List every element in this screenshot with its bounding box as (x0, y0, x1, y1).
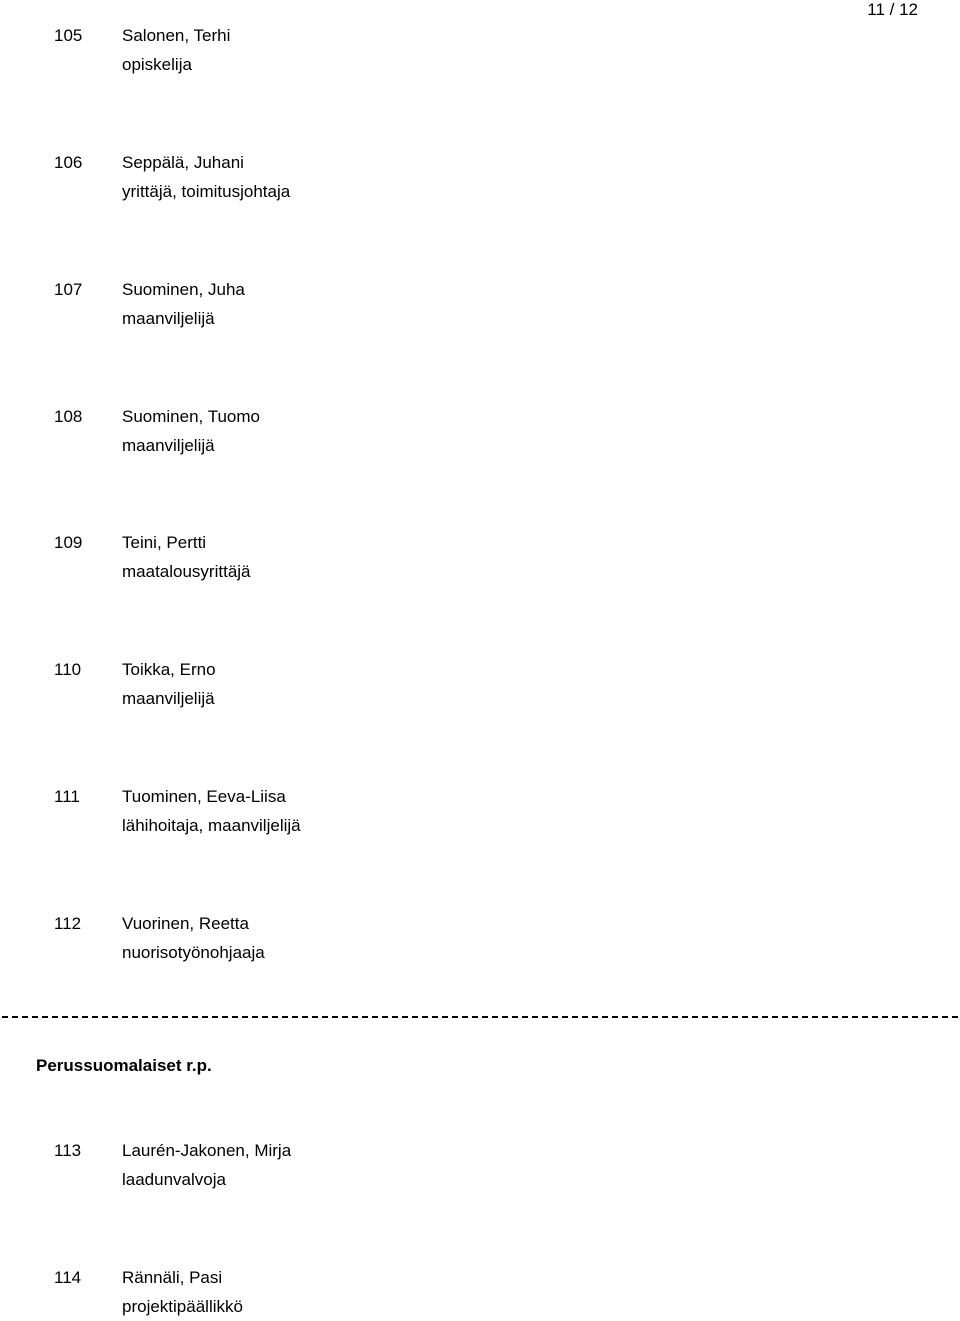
candidate-name: Rännäli, Pasi (122, 1268, 223, 1287)
page-number: 11 / 12 (867, 0, 918, 19)
candidate-name: Suominen, Juha (122, 280, 245, 299)
candidate-entry (54, 528, 251, 586)
candidate-number: 105 (54, 26, 83, 45)
candidate-entry (54, 909, 265, 967)
candidate-occupation: nuorisotyönohjaaja (122, 943, 265, 962)
candidate-occupation: maanviljelijä (122, 689, 215, 708)
candidate-number: 107 (54, 280, 83, 299)
candidate-name: Teini, Pertti (122, 533, 207, 552)
candidate-name: Laurén-Jakonen, Mirja (122, 1141, 292, 1160)
candidate-entry (54, 655, 216, 713)
candidate-name: Tuominen, Eeva-Liisa (122, 787, 286, 806)
candidate-number: 113 (54, 1141, 82, 1160)
candidate-number: 106 (54, 153, 83, 172)
candidate-entry (54, 1263, 243, 1321)
candidate-occupation: maanviljelijä (122, 436, 215, 455)
candidate-occupation: projektipäällikkö (122, 1297, 243, 1316)
candidate-number: 112 (54, 914, 82, 933)
candidate-occupation: laadunvalvoja (122, 1170, 226, 1189)
party-heading: Perussuomalaiset r.p. (36, 1056, 212, 1075)
candidate-name: Toikka, Erno (122, 660, 216, 679)
candidate-number: 109 (54, 533, 83, 552)
section-divider (2, 1016, 958, 1018)
candidate-occupation: maanviljelijä (122, 309, 215, 328)
candidate-entry (54, 402, 260, 460)
candidate-number: 111 (54, 787, 80, 806)
candidate-occupation: yrittäjä, toimitusjohtaja (122, 182, 291, 201)
candidate-occupation: opiskelija (122, 55, 192, 74)
candidate-occupation: maatalousyrittäjä (122, 562, 251, 581)
candidate-name: Seppälä, Juhani (122, 153, 244, 172)
candidate-number: 110 (54, 660, 82, 679)
candidate-number: 114 (54, 1268, 82, 1287)
candidate-number: 108 (54, 407, 83, 426)
candidate-occupation: lähihoitaja, maanviljelijä (122, 816, 301, 835)
candidate-name: Salonen, Terhi (122, 26, 231, 45)
candidate-entry (54, 148, 290, 206)
candidate-name: Vuorinen, Reetta (122, 914, 249, 933)
candidate-entry (54, 275, 245, 333)
candidate-entry (54, 782, 301, 840)
candidate-entry (54, 21, 230, 79)
candidate-entry (54, 1136, 291, 1194)
candidate-name: Suominen, Tuomo (122, 407, 260, 426)
